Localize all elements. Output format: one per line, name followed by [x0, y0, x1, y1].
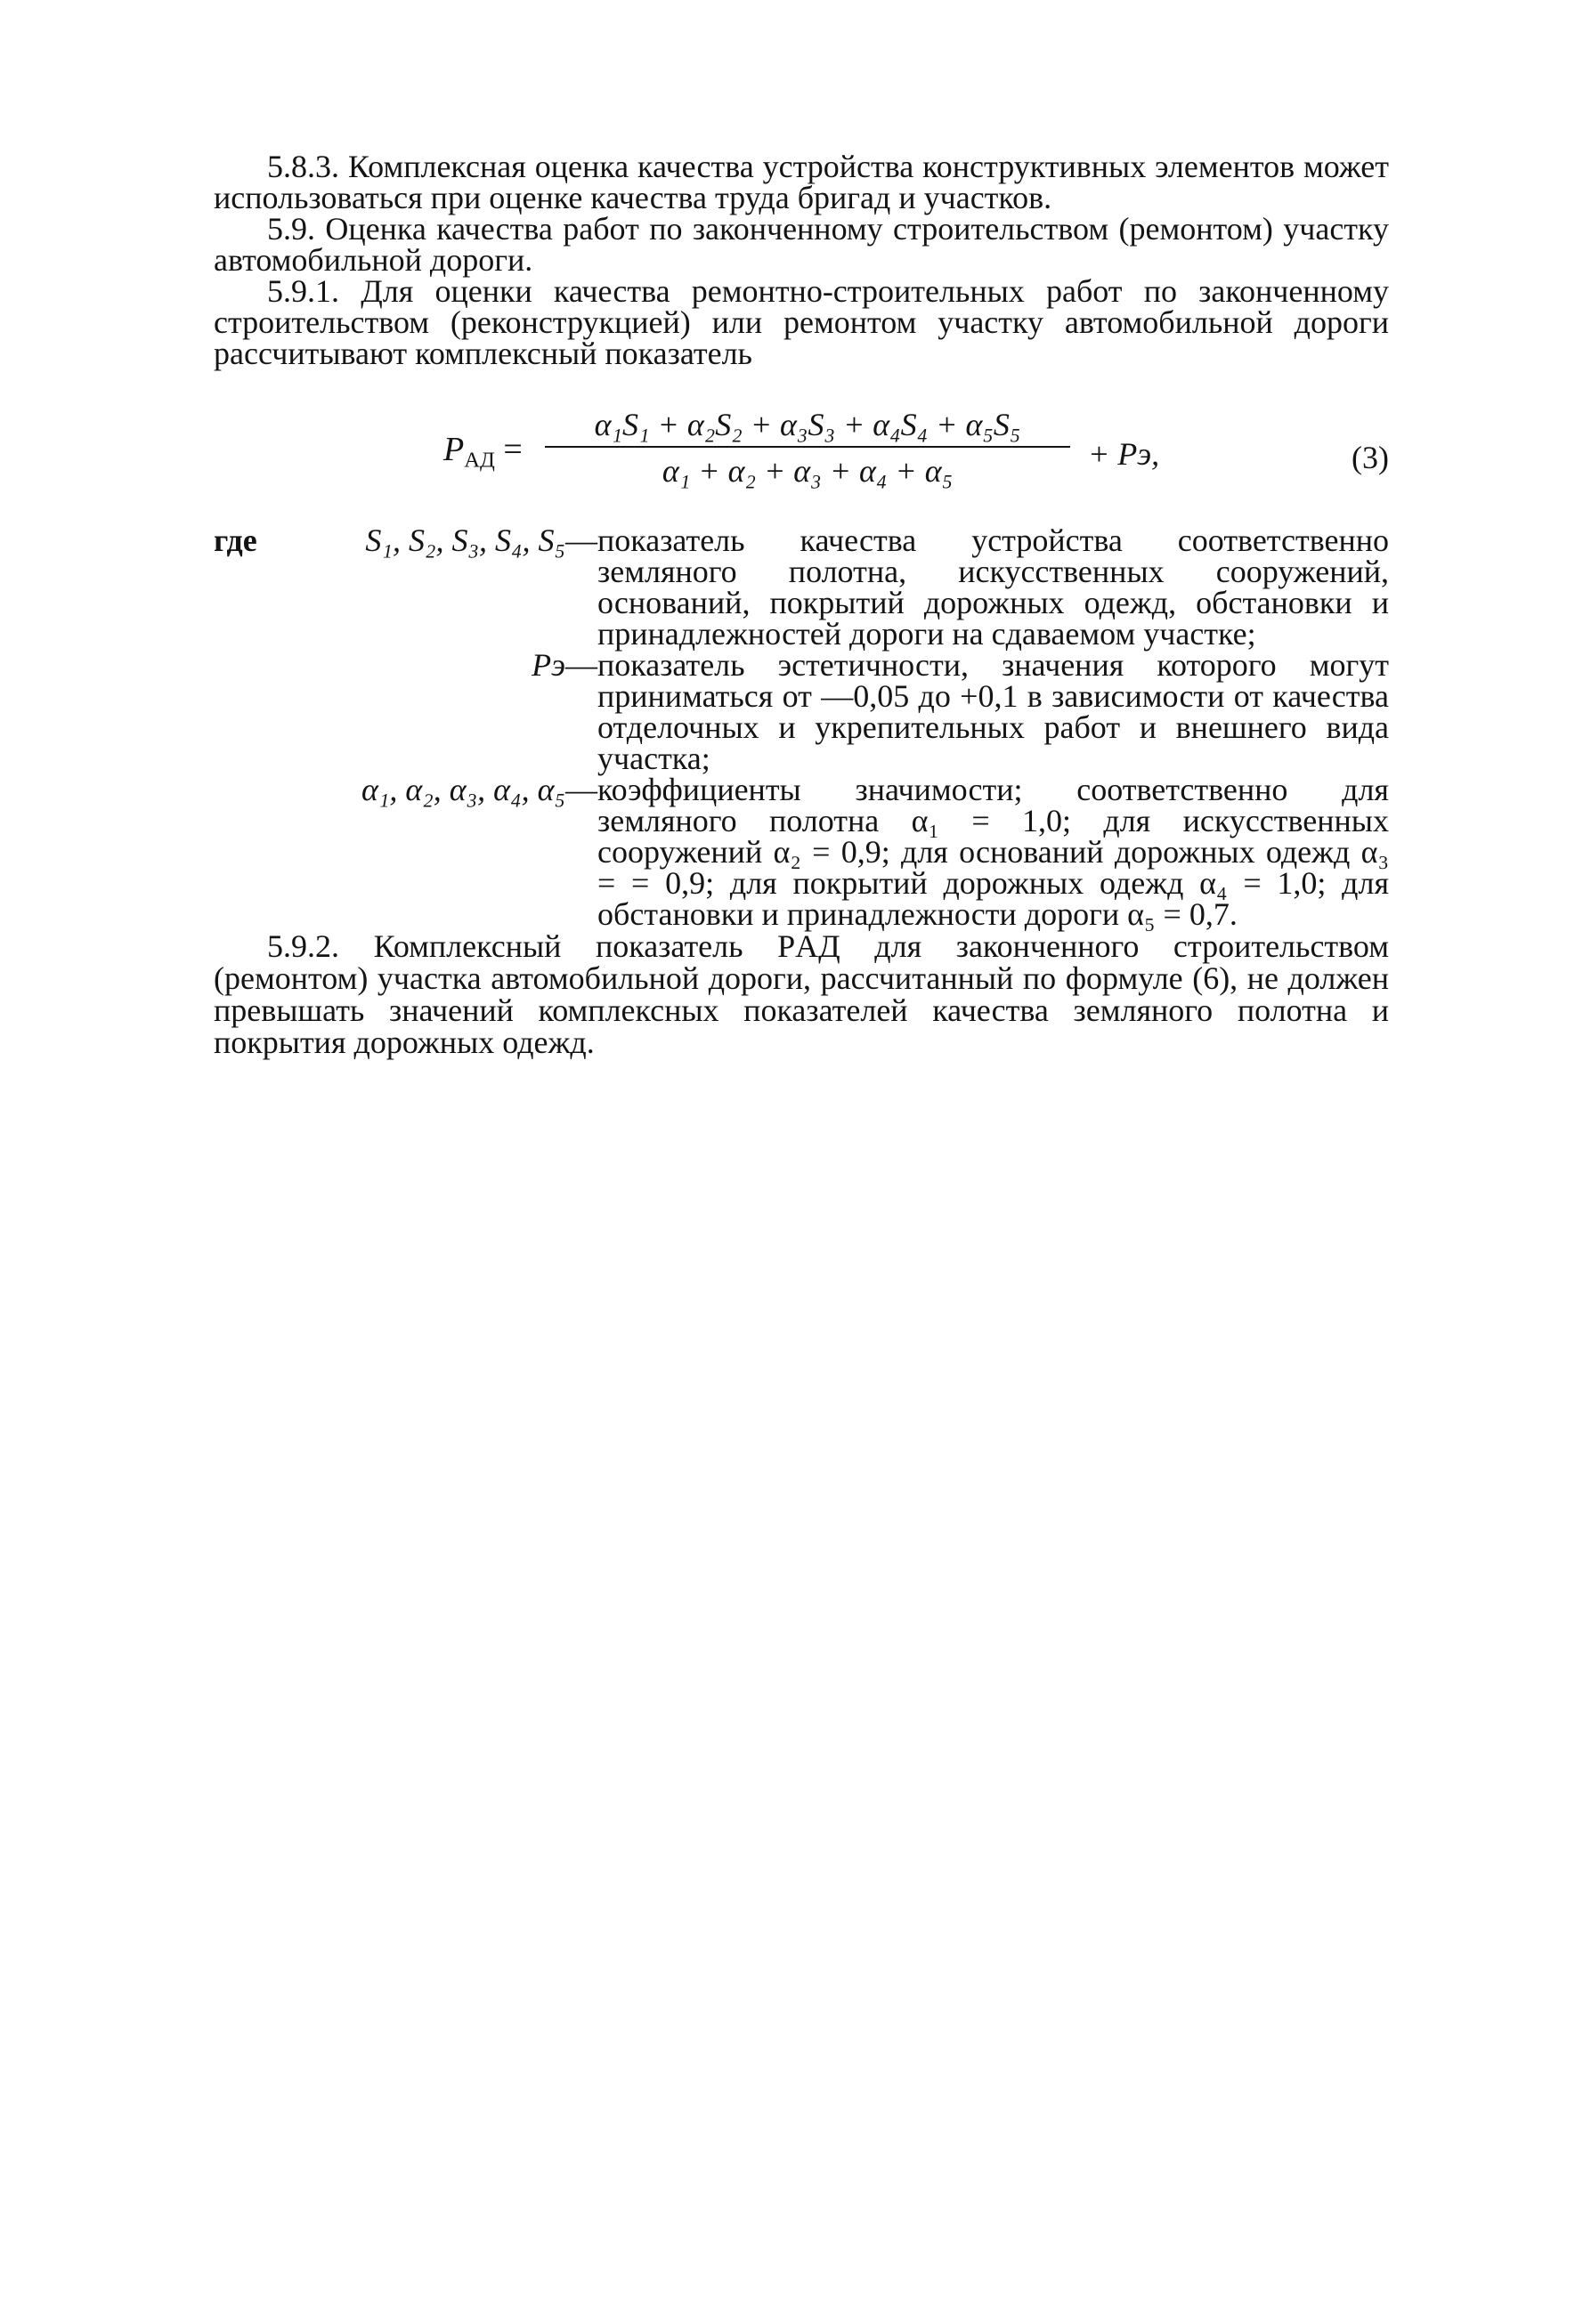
definition-term-text: Pэ: [532, 647, 565, 683]
intro-paragraphs: [214, 151, 1389, 369]
paragraph-text: Комплексный показатель PАД для законченного строительством (ремонтом) участка автомобильной дороги, рассчитанный по формуле (6), не должен превышать значений комплексных показателей качества земляного полотна и покрытия дорожных одежд.: [214, 928, 1389, 1060]
paragraph-number: 5.8.3.: [267, 149, 339, 184]
definitions-list: [214, 522, 1389, 932]
definition-description: показатель эстетичности, значения которого могут приниматься от —0,05 до +0,1 в зависимости от качества отделочных и укрепительных работ и внешнего вида участка;: [597, 647, 1389, 776]
formula-3: [214, 405, 1389, 503]
formula-number: (3): [1352, 440, 1389, 475]
definition-dash: —: [565, 647, 597, 683]
definition-term: [214, 522, 565, 558]
formula-lhs: [443, 430, 523, 473]
paragraph-5-9-2: [214, 930, 1389, 1058]
paragraph-5-9-1: [214, 273, 1390, 371]
paragraph-number: 5.9.1.: [267, 273, 339, 309]
formula-numerator: α₁S₁ + α₂S₂ + α₃S₃ + α₄S₄ + α₅S₅: [594, 407, 1021, 442]
definition-description: коэффициенты значимости; соответственно для земляного полотна α₁ = 1,0; для искусственных сооружений α₂ = 0,9; для оснований дорожных одежд α₃ = = 0,9; для покрытий дорожных одежд α₄ = 1,0; для обстановки и принадлежности дороги α₅ = 0,7.: [597, 772, 1389, 932]
paragraph-text: Оценка качества работ по законченному строительством (ремонтом) участку автомобильной дороги.: [214, 211, 1390, 278]
definition-description: показатель качества устройства соответственно земляного полотна, искусственных сооружений, оснований, покрытий дорожных одежд, обстановки и принадлежностей дороги на сдаваемом участке;: [597, 522, 1389, 652]
paragraph-5-8-3: [214, 151, 1389, 214]
closing-paragraph: [214, 930, 1389, 1058]
definition-item: [214, 774, 1389, 930]
definition-term: [214, 647, 565, 683]
definition-dash: —: [565, 522, 597, 558]
formula-fraction: [545, 405, 1070, 490]
definition-term-text: α₁, α₂, α₃, α₄, α₅: [361, 772, 565, 807]
formula-equals: =: [503, 431, 523, 468]
formula-tail: + Pэ,: [1088, 436, 1160, 472]
paragraph-text: Для оценки качества ремонтно-строительных работ по законченному строительством (реконструкцией) или ремонтом участку автомобильной дороги рассчитывают комплексный показатель: [214, 273, 1390, 371]
definition-item: [214, 647, 1389, 776]
definition-term-text: S₁, S₂, S₃, S₄, S₅: [365, 522, 565, 558]
formula-denominator: α₁ + α₂ + α₃ + α₄ + α₅: [662, 453, 954, 489]
paragraph-number: 5.9.: [267, 211, 315, 247]
definition-item: [214, 522, 1389, 652]
formula-lhs-subscript: АД: [464, 448, 495, 473]
paragraph-5-9: [214, 211, 1390, 278]
definition-term: [214, 774, 565, 806]
fraction-bar: [545, 446, 1070, 448]
formula-lhs-symbol: P: [443, 431, 465, 468]
paragraph-text: Комплексная оценка качества устройства конструктивных элементов может использоваться при оценке качества труда бригад и участков.: [214, 149, 1390, 215]
definition-dash: —: [565, 772, 597, 807]
definitions-lead: где: [214, 522, 257, 558]
paragraph-number: 5.9.2.: [267, 928, 339, 964]
